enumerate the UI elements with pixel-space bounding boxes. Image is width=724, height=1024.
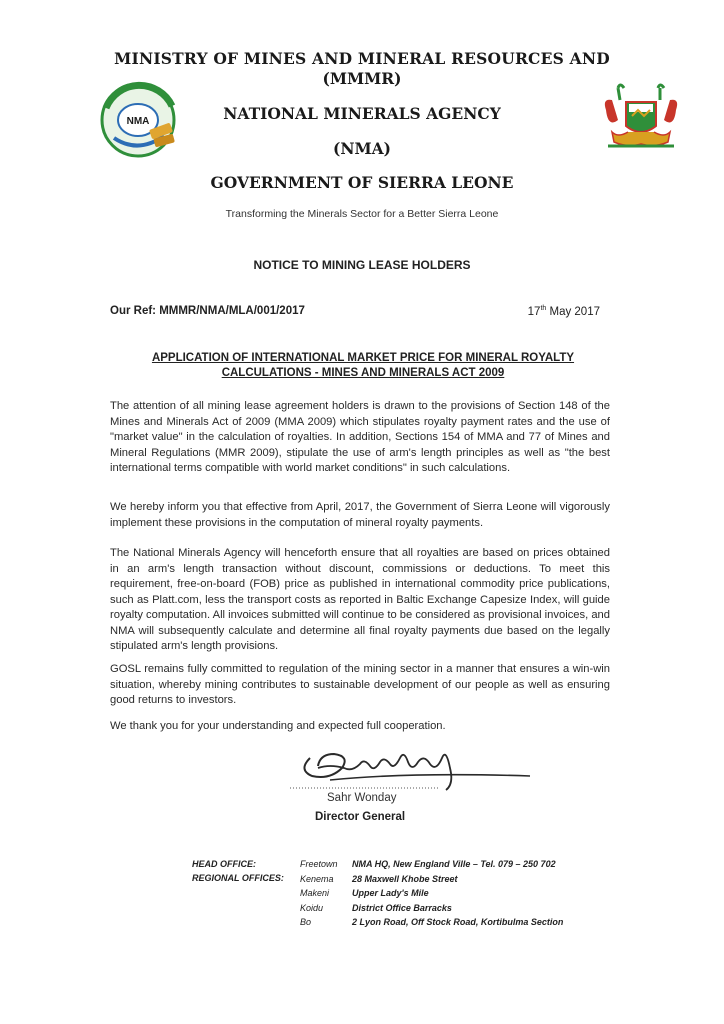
- signatory-name: Sahr Wonday: [327, 792, 397, 804]
- signatory-title: Director General: [315, 811, 406, 823]
- subject-heading: [108, 351, 618, 381]
- office-address: 2 Lyon Road, Off Stock Road, Kortibulma Section: [352, 917, 564, 927]
- agency-abbrev: (NMA): [332, 139, 392, 158]
- office-town: Bo: [300, 917, 312, 927]
- subject-line-1: APPLICATION OF INTERNATIONAL MARKET PRICE FOR MINERAL ROYALTY: [151, 352, 575, 364]
- tagline: Transforming the Minerals Sector for a Better Sierra Leone: [225, 208, 499, 220]
- office-town: Kenema: [300, 873, 334, 884]
- head-office-label: HEAD OFFICE:: [192, 859, 256, 869]
- government-heading: GOVERNMENT OF SIERRA LEONE: [210, 173, 514, 192]
- office-address: 28 Maxwell Khobe Street: [352, 873, 458, 884]
- reference-number: Our Ref: MMMR/NMA/MLA/001/2017: [110, 305, 305, 317]
- body-paragraph-3: The National Minerals Agency will henceforth ensure that all royalties are based on prices obtained in an arm's length transaction without discount, commissions or deductions. To meet this requirement, free-on-board (FOB) price as published in international commodity price publications, such as Platt.com, less the transport costs as reported in Baltic Exchange Capesize Index, will guide royalty computation. All invoices submitted will continue to be considered as provisional invoices, and NMA will subsequently calculate and determine all final royalty payments due based on the legally stipulated arm's length provisions.: [110, 547, 610, 652]
- body-paragraph-2: We hereby inform you that effective from April, 2017, the Government of Sierra Leone will vigorously implement these provisions in the computation of mineral royalty payments.: [110, 501, 610, 529]
- regional-offices-label: REGIONAL OFFICES:: [192, 873, 284, 883]
- office-address: Upper Lady's Mile: [352, 888, 429, 898]
- footer-towns: [300, 857, 338, 930]
- footer-office-labels: [192, 857, 284, 885]
- body-paragraph-5: We thank you for your understanding and expected full cooperation.: [110, 720, 446, 732]
- body-paragraph-4: GOSL remains fully committed to regulation of the mining sector in a manner that ensures a win-win situation, whereby mining contributes to sustainable development of our people as well as ensuring good returns to investors.: [110, 663, 610, 706]
- agency-heading: NATIONAL MINERALS AGENCY: [223, 104, 501, 123]
- nma-logo-abbrev: NMA: [126, 116, 150, 127]
- office-town: Freetown: [300, 859, 338, 869]
- letter-date: 17th May 2017: [527, 305, 600, 318]
- footer-addresses: [352, 857, 563, 930]
- subject-line-2: CALCULATIONS - MINES AND MINERALS ACT 2009: [221, 367, 505, 379]
- handwritten-signature: [290, 728, 540, 798]
- notice-title: NOTICE TO MINING LEASE HOLDERS: [253, 258, 471, 272]
- ministry-heading: MINISTRY OF MINES AND MINERAL RESOURCES AND: [114, 49, 610, 68]
- office-address: NMA HQ, New England Ville – Tel. 079 – 250 702: [352, 859, 556, 869]
- office-town: Koidu: [300, 902, 324, 913]
- office-town: Makeni: [300, 888, 330, 898]
- ministry-abbrev: (MMMR): [322, 69, 402, 88]
- body-paragraph-1: The attention of all mining lease agreement holders is drawn to the provisions of Section 148 of the Mines and Minerals Act of 2009 (MMA 2009) which stipulates royalty payment rates and the use of "market value" in the calculation of royalties. In addition, Sections 154 of MMA and 77 of Mines and Mineral Regulations (MMR 2009), stipulate the use of arm's length principles as well as "the best international terms compatible with world market conditions" in such calculations.: [110, 400, 610, 474]
- office-address: District Office Barracks: [352, 902, 452, 913]
